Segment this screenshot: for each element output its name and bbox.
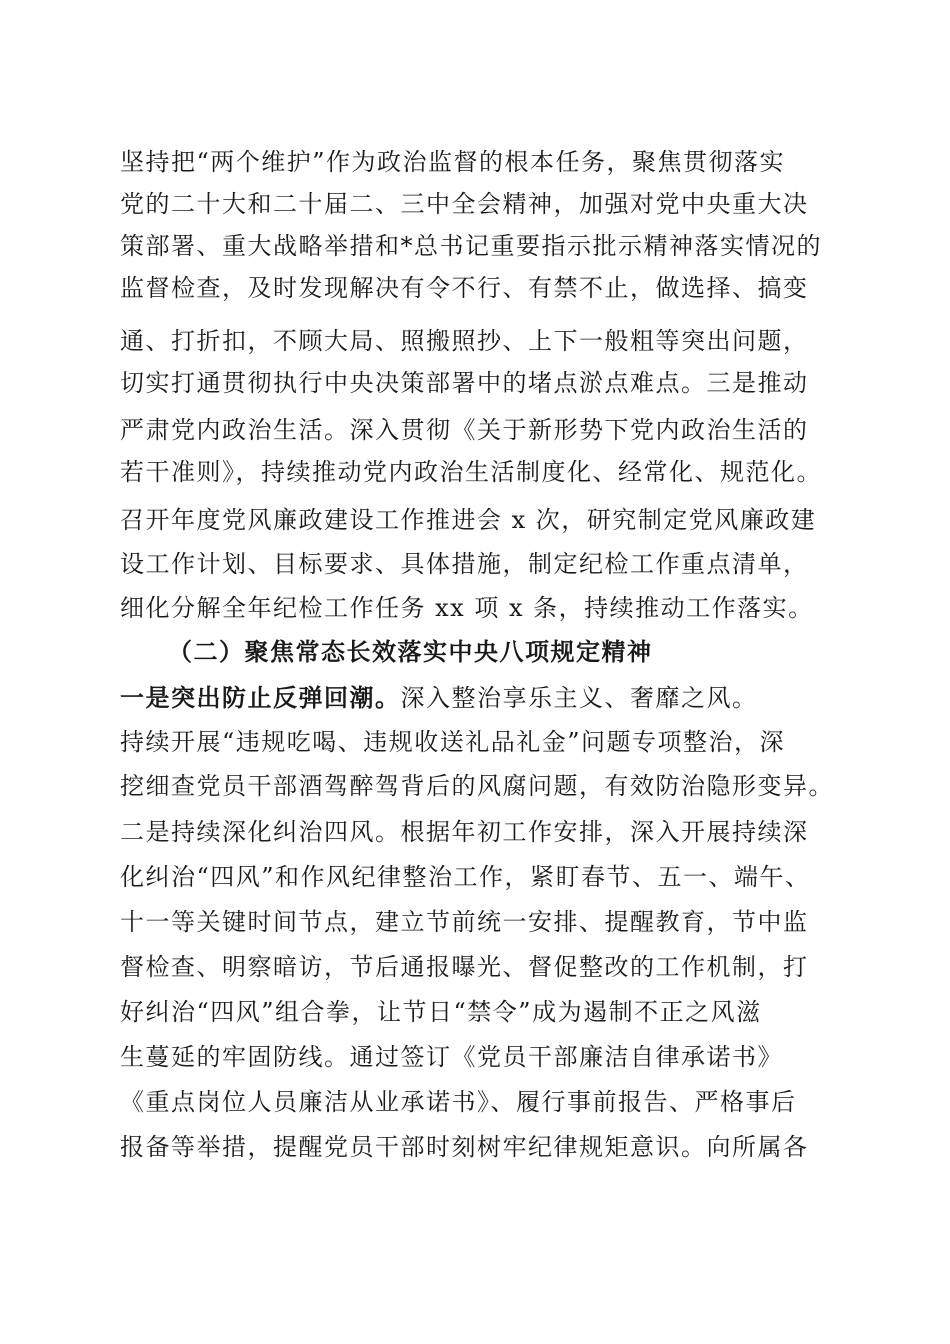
section-heading: （二）聚焦常态长效落实中央八项规定精神 — [168, 637, 653, 666]
paragraph-line: 监督检查，及时发现解决有令不行、有禁不止，做选择、搞变 — [120, 274, 809, 302]
paragraph-line: 持续开展“违规吃喝、违规收送礼品礼金”问题专项整治，深 — [120, 728, 786, 756]
paragraph-line: 设工作计划、目标要求、具体措施，制定纪检工作重点清单， — [120, 550, 809, 578]
paragraph-line: 严肃党内政治生活。深入贯彻《关于新形势下党内政治生活的 — [120, 416, 809, 444]
paragraph-line: 化纠治“四风”和作风纪律整治工作，紧盯春节、五一、端午、 — [120, 863, 811, 891]
paragraph-line: 若干准则》，持续推动党内政治生活制度化、经常化、规范化。 — [120, 458, 822, 486]
paragraph-line-first — [120, 678, 758, 718]
paragraph-line: 二是持续深化纠治四风。根据年初工作安排，深入开展持续深 — [120, 818, 809, 846]
paragraph-line: 坚持把“两个维护”作为政治监督的根本任务，聚焦贯彻落实 — [120, 148, 786, 176]
paragraph-line: 生蔓延的牢固防线。通过签订《党员干部廉洁自律承诺书》 — [120, 1043, 783, 1071]
paragraph-line: 党的二十大和二十届二、三中全会精神，加强对党中央重大决 — [120, 190, 809, 218]
lead-phrase: 一是突出防止反弹回潮。 — [120, 683, 401, 712]
paragraph-line: 挖细查党员干部酒驾醉驾背后的风腐问题，有效防治隐形变异。 — [120, 772, 834, 800]
paragraph-line: 《重点岗位人员廉洁从业承诺书》、履行事前报告、严格事后 — [120, 1088, 797, 1116]
paragraph-line: 细化分解全年纪检工作任务 xx 项 x 条，持续推动工作落实。 — [120, 594, 814, 622]
lead-rest: 深入整治享乐主义、奢靡之风。 — [400, 684, 758, 712]
paragraph-line: 策部署、重大战略举措和*总书记重要指示批示精神落实情况的 — [120, 232, 822, 260]
paragraph-line: 好纠治“四风”组合拳，让节日“禁令”成为遏制不正之风滋 — [120, 998, 762, 1026]
paragraph-line: 督检查、明察暗访，节后通报曝光、督促整改的工作机制，打 — [120, 953, 809, 981]
paragraph-line: 通、打折扣，不顾大局、照搬照抄、上下一般粗等突出问题， — [120, 327, 809, 355]
paragraph-line: 报备等举措，提醒党员干部时刻树牢纪律规矩意识。向所属各 — [120, 1133, 809, 1161]
paragraph-line: 十一等关键时间节点，建立节前统一安排、提醒教育，节中监 — [120, 908, 809, 936]
paragraph-line: 召开年度党风廉政建设工作推进会 x 次，研究制定党风廉政建 — [120, 506, 817, 534]
paragraph-line: 切实打通贯彻执行中央决策部署中的堵点淤点难点。三是推动 — [120, 369, 809, 397]
